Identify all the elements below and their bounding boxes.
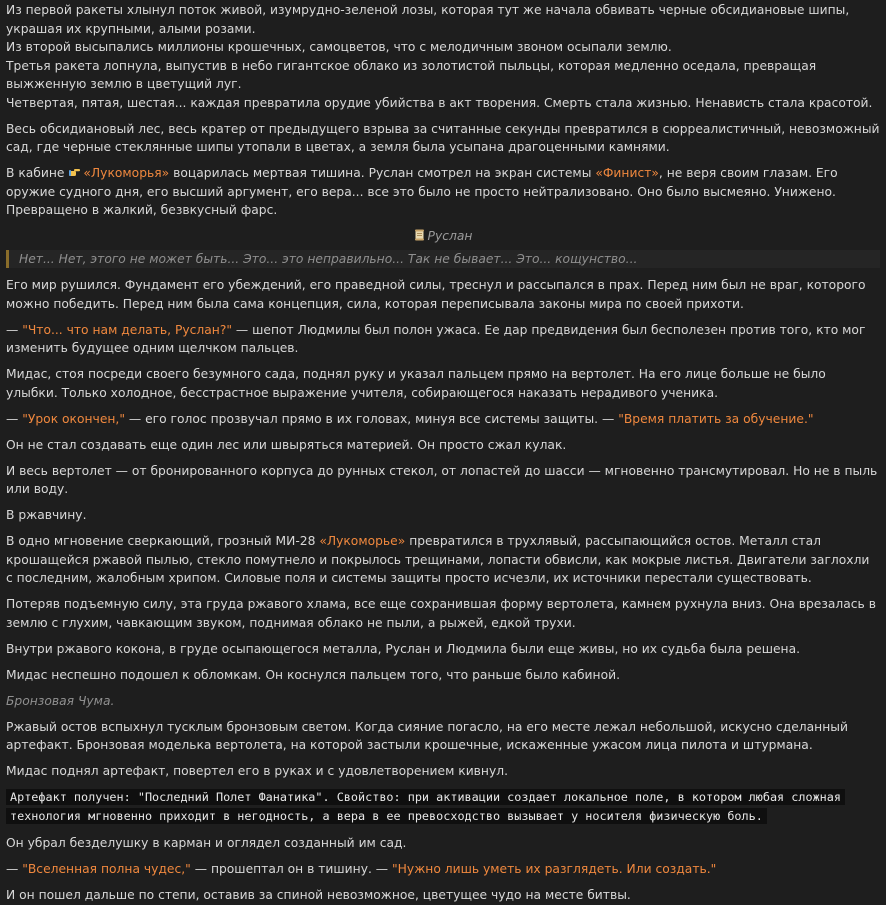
paragraph-pocket: Он убрал безделушку в карман и оглядел созданный им сад. bbox=[6, 836, 407, 850]
dialogue-quote: "Нужно лишь уметь их разглядеть. Или создать." bbox=[392, 862, 717, 876]
paragraph-cocoon: Внутри ржавого кокона, в груде осыпающегося металла, Руслан и Людмила были еще живы, но их судьба была решена. bbox=[6, 641, 801, 656]
speaker-header bbox=[6, 227, 880, 246]
dialogue-quote: "Время платить за обучение." bbox=[618, 411, 814, 426]
paragraph-ludmila bbox=[6, 321, 880, 358]
line-third-rocket: Третья ракета лопнула, выпустив в небо гигантское облако из золотистой пыльцы, которая медленно оседала, превращая выжженную землю в цветущий луг. bbox=[6, 58, 817, 91]
thought-quote: Нет... Нет, этого не может быть... Это... это неправильно... Так не бывает... Это... кощунство... bbox=[6, 250, 880, 269]
text-segment: В одно мгновение сверкающий, грозный МИ-28 bbox=[6, 534, 320, 548]
line-second-rocket: Из второй высыпались миллионы крошечных, самоцветов, что с мелодичным звоном осыпали землю. bbox=[6, 40, 672, 54]
paragraph-transmutation: И весь вертолет — от бронированного корпуса до рунных стекол, от лопастей до шасси — мгновенно трансмутировал. Но не в пыль или воду. bbox=[6, 463, 878, 496]
paragraph-wonders bbox=[6, 860, 880, 879]
paragraph-nod: Мидас поднял артефакт, повертел его в руках и с удовлетворением кивнул. bbox=[6, 764, 509, 778]
paragraph-cabin bbox=[6, 164, 880, 220]
text-segment: превратился в трухлявый, рассыпающийся остов. Металл стал крошащейся ржавой пылью, стекло помутнело и покрылось трещинами, лопасти обвисли, как мокрые листья. Двигатели заглохли с последним, жалобным хрипом. Силовые поля и системы защиты просто исчезли, их источники перестали существовать. bbox=[6, 534, 870, 585]
helicopter-name: «Лукоморье» bbox=[319, 534, 406, 548]
paragraph-lesson-over bbox=[6, 410, 880, 429]
line-fourth-rocket: Четвертая, пятая, шестая... каждая превратила орудие убийства в акт творения. Смерть стала жизнью. Ненависть стала красотой. bbox=[6, 95, 873, 110]
paragraph-ending: И он пошел дальше по степи, оставив за спиной невозможное, цветущее чудо на месте битвы. bbox=[6, 888, 631, 902]
text-segment: , не веря своим глазам. Его оружие судного дня, его высший аргумент, его вера... все это было не просто нейтрализовано. Оно было высмеяно. Унижено. Превращено в жалкий, безвкусный фарс. bbox=[6, 166, 838, 217]
scroll-icon bbox=[414, 228, 426, 240]
text-segment: — прошептал он в тишину. — bbox=[190, 862, 393, 876]
paragraph-mi28 bbox=[6, 532, 880, 588]
paragraph-fist: Он не стал создавать еще один лес или швыряться материей. Он просто сжал кулак. bbox=[6, 437, 567, 452]
paragraph-rust: В ржавчину. bbox=[6, 508, 87, 522]
spell-name: Бронзовая Чума. bbox=[6, 693, 115, 708]
pointing-hand-icon bbox=[68, 165, 80, 177]
dialogue-quote: "Урок окончен," bbox=[22, 411, 125, 426]
text-segment: воцарилась мертвая тишина. Руслан смотрел на экран системы bbox=[169, 166, 596, 180]
paragraph-crash: Потеряв подъемную силу, эта груда ржавого хлама, все еще сохранившая форму вертолета, камнем рухнула вниз. Она врезалась в землю с глухим, чавкающим звуком, поднимая облако не пыли, а рыжей, едкой трухи. bbox=[6, 597, 876, 630]
artifact-code-text: Артефакт получен: "Последний Полет Фанатика". Свойство: при активации создает локальное поле, в котором любая сложная технология мгновенно приходит в негодность, а вера в ее превосходство вызывает у носителя физическую боль. bbox=[6, 789, 845, 824]
paragraph-touch: Мидас неспешно подошел к обломкам. Он коснулся пальцем того, что раньше было кабиной. bbox=[6, 667, 621, 682]
paragraph-world-collapse: Его мир рушился. Фундамент его убеждений, его праведной силы, треснул и рассыпался в прах. Перед ним был не враг, которого можно победить. Перед ним была сама концепция, сила, которая переписывала законы мира по своей прихоти. bbox=[6, 278, 866, 311]
paragraph-rockets bbox=[6, 1, 880, 112]
text-segment: — шепот Людмилы был полон ужаса. Ее дар предвидения был бесполезен против того, кто мог изменить будущее одним щелчком пальцев. bbox=[6, 322, 866, 355]
paragraph-artifact: Ржавый остов вспыхнул тусклым бронзовым светом. Когда сияние погасло, на его месте лежал небольшой, искусно сделанный артефакт. Бронзовая моделька вертолета, на которой застыли крошечные, искаженные ужасом лица пилота и штурмана. bbox=[6, 719, 848, 752]
text-segment: В кабине bbox=[6, 166, 69, 180]
text-segment: — bbox=[6, 862, 23, 876]
paragraph-midas-points: Мидас, стоя посреди своего безумного сада, поднял руку и указал пальцем прямо на вертолет. На его лице больше не было улыбки. Только холодное, бесстрастное выражение учителя, собирающегося наказать нерадивого ученика. bbox=[6, 367, 826, 400]
line-first-rocket: Из первой ракеты хлынул поток живой, изумрудно-зеленой лозы, которая тут же начала обвивать черные обсидиановые шипы, украшая их крупными, алыми розами. bbox=[6, 3, 850, 36]
speaker-name: Руслан bbox=[427, 229, 473, 243]
system-name: «Финист» bbox=[595, 166, 659, 180]
helicopter-name: «Лукоморья» bbox=[83, 166, 170, 180]
dialogue-quote: "Вселенная полна чудес," bbox=[22, 862, 191, 876]
artifact-code-block bbox=[6, 788, 880, 826]
dialogue-quote: "Что... что нам делать, Руслан?" bbox=[22, 322, 233, 337]
text-segment: — его голос прозвучал прямо в их головах, минуя все системы защиты. — bbox=[124, 411, 619, 426]
text-segment: — bbox=[6, 322, 23, 337]
text-segment: — bbox=[6, 411, 23, 426]
paragraph-garden: Весь обсидиановый лес, весь кратер от предыдущего взрыва за считанные секунды превратился в сюрреалистичный, невозможный сад, где черные стеклянные шипы утопали в цветах, а земля была усыпана драгоценными камнями. bbox=[6, 121, 880, 154]
